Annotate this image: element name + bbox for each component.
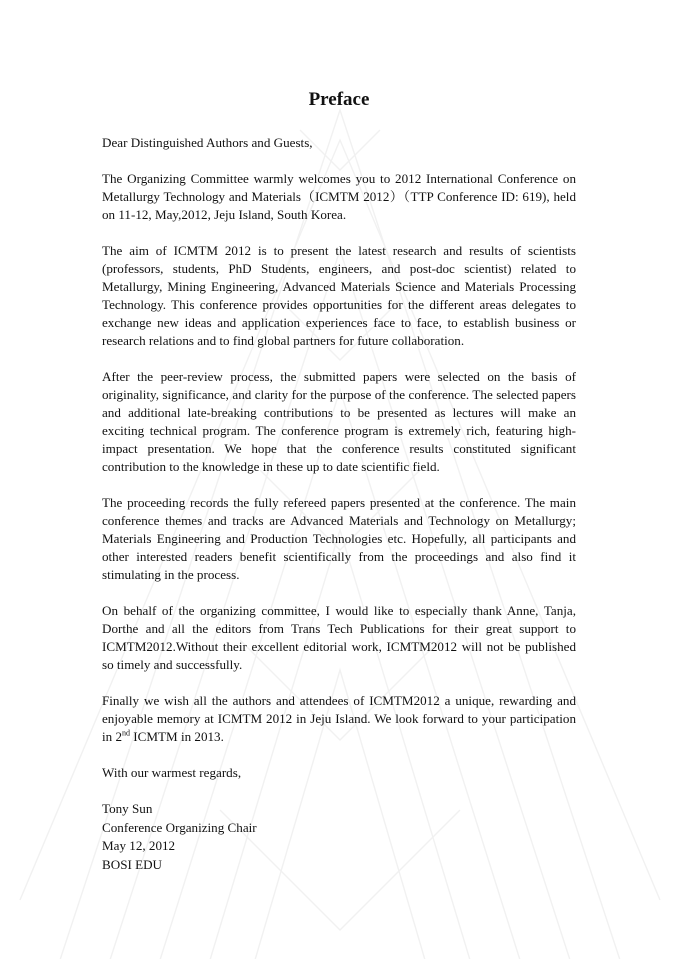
signature-date: May 12, 2012 xyxy=(102,838,176,853)
signature-block xyxy=(102,800,576,874)
salutation: Dear Distinguished Authors and Guests, xyxy=(102,135,313,150)
page-title: Preface xyxy=(308,89,370,110)
paragraph-acknowledgement: On behalf of the organizing committee, I would like to especially thank Anne, Tanja, Dorthe and all the editors from Trans Tech Publications for their great support to ICMTM2012.Without their excellent editorial work, ICMTM2012 will not be published so timely and successfully. xyxy=(102,603,576,672)
paragraph-closing xyxy=(102,692,576,746)
signature-organization: BOSI EDU xyxy=(102,856,163,872)
signature-role: Conference Organizing Chair xyxy=(102,819,257,835)
closing-text: Finally we wish all the authors and attendees of ICMTM2012 a unique, rewarding and enjoyable memory at ICMTM 2012 in Jeju Island. We look forward to your participation in 2 xyxy=(102,693,576,744)
paragraph-welcome: The Organizing Committee warmly welcomes you to 2012 International Conference on Metallurgy Technology and Materials（ICMTM 2012）（TTP Conference ID: 619), held on 11-12, May,2012, Jeju Island, South Korea. xyxy=(102,171,576,222)
closing-text-end: ICMTM in 2013. xyxy=(130,729,224,744)
preface-content xyxy=(102,88,576,874)
regards: With our warmest regards, xyxy=(102,765,242,780)
paragraph-proceedings: The proceeding records the fully refereed papers presented at the conference. The main conference themes and tracks are Advanced Materials and Technology on Metallurgy; Materials Engineering and Production Technologies etc. Hopefully, all participants and other interested readers benefit scientifically from the proceedings and also find it stimulating in the process. xyxy=(102,495,576,582)
ordinal-superscript: nd xyxy=(122,728,131,738)
signature-name: Tony Sun xyxy=(102,801,153,816)
paragraph-review: After the peer-review process, the submitted papers were selected on the basis of originality, significance, and clarity for the purpose of the conference. The selected papers and additional late-breaking contributions to be presented as lectures will make an exciting technical program. The conference program is extremely rich, featuring high-impact presentation. We hope that the conference results constituted significant contribution to the knowledge in these up to date scientific field. xyxy=(102,369,576,474)
paragraph-aim: The aim of ICMTM 2012 is to present the latest research and results of scientists (professors, students, PhD Students, engineers, and post-doc scientist) related to Metallurgy, Mining Engineering, Advanced Materials Science and Materials Processing Technology. This conference provides opportunities for the different areas delegates to exchange new ideas and application experiences face to face, to establish business or research relations and to find global partners for future collaboration. xyxy=(102,243,576,348)
